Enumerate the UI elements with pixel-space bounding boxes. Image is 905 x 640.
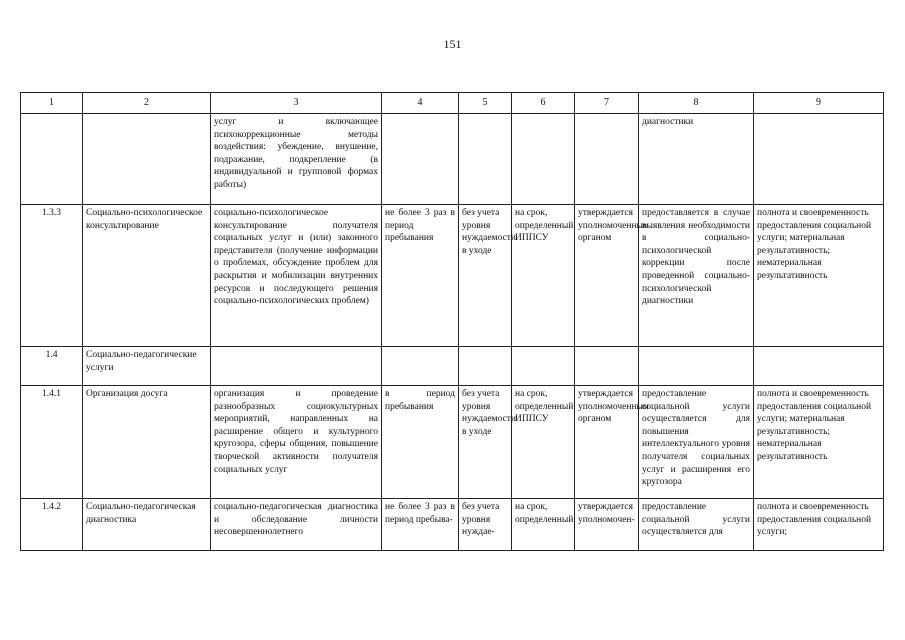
service-approval: утверждается уполномочен-: [575, 499, 639, 551]
service-conditions: [639, 347, 754, 386]
service-payment: без учета уровня нуждаемости в уходе: [459, 205, 512, 347]
service-period: не более 3 раз в период пребывания: [382, 205, 459, 347]
col-header-7: 7: [575, 93, 639, 114]
service-period: в период пребывания: [382, 386, 459, 499]
service-conditions: диагностики: [639, 114, 754, 205]
service-term: на срок, определенный: [512, 499, 575, 551]
service-approval: [575, 347, 639, 386]
table-row: [21, 347, 884, 386]
service-conditions: предоставление социальной услуги осуществляется для: [639, 499, 754, 551]
col-header-2: 2: [83, 93, 211, 114]
service-period: [382, 114, 459, 205]
col-header-3: 3: [211, 93, 382, 114]
service-approval: утверждается уполномоченным органом: [575, 205, 639, 347]
row-number: [21, 114, 83, 205]
service-name: Социально-психологическое консультирование: [83, 205, 211, 347]
col-header-9: 9: [754, 93, 884, 114]
service-conditions: предоставление социальной услуги осуществляется для повышения интеллектуального уровня получателя социальных услуг и расширения его кругозора: [639, 386, 754, 499]
page-number: 151: [443, 37, 462, 51]
service-approval: [575, 114, 639, 205]
service-description: социально-педагогическая диагностика и обследование личности несовершеннолетнего: [211, 499, 382, 551]
service-payment: [459, 114, 512, 205]
service-payment: без учета уровня нуждаемости в уходе: [459, 386, 512, 499]
service-quality: [754, 347, 884, 386]
service-quality: полнота и своевременность предоставления социальной услуги; материальная результативность; нематериальная результативность: [754, 386, 884, 499]
service-name: Социально-педагогические услуги: [83, 347, 211, 386]
table-row: [21, 114, 884, 205]
table-row: [21, 386, 884, 499]
service-quality: [754, 114, 884, 205]
col-header-6: 6: [512, 93, 575, 114]
service-name: Социально-педагогическая диагностика: [83, 499, 211, 551]
service-name: Организация досуга: [83, 386, 211, 499]
service-approval: утверждается уполномоченным органом: [575, 386, 639, 499]
service-term: на срок, определенный ИППСУ: [512, 205, 575, 347]
row-number: 1.4: [21, 347, 83, 386]
service-term: [512, 114, 575, 205]
table-row: [21, 205, 884, 347]
col-header-8: 8: [639, 93, 754, 114]
row-number: 1.4.2: [21, 499, 83, 551]
service-conditions: предоставляется в случае выявления необходимости в социально-психологической коррекции после проведенной социально-психологической диагностики: [639, 205, 754, 347]
service-description: организация и проведение разнообразных социокультурных мероприятий, направленных на расширение общего и культурного кругозора, сферы общения, повышение творческой активности получателя социальных услуг: [211, 386, 382, 499]
col-header-4: 4: [382, 93, 459, 114]
service-term: [512, 347, 575, 386]
row-number: 1.3.3: [21, 205, 83, 347]
service-description: социально-психологическое консультирование получателя социальных услуг и (или) законного представителя (получение информации о проблемах, обсуждение проблем для раскрытия и мобилизации внутренних ресурсов и последующего решения социально-психологических проблем): [211, 205, 382, 347]
service-description: [211, 347, 382, 386]
header-row: [21, 93, 884, 114]
service-quality: полнота и своевременность предоставления социальной услуги; материальная результативность; нематериальная результативность: [754, 205, 884, 347]
service-payment: без учета уровня нуждае-: [459, 499, 512, 551]
service-description: услуг и включающее психокоррекционные методы воздействия: убеждение, внушение, подражание, подкрепление (в индивидуальной и групповой формах работы): [211, 114, 382, 205]
service-name: [83, 114, 211, 205]
service-term: на срок, определенный ИППСУ: [512, 386, 575, 499]
services-table: [20, 92, 884, 551]
col-header-5: 5: [459, 93, 512, 114]
row-number: 1.4.1: [21, 386, 83, 499]
service-period: не более 3 раз в период пребыва-: [382, 499, 459, 551]
service-quality: полнота и своевременность предоставления социальной услуги;: [754, 499, 884, 551]
table-row: [21, 499, 884, 551]
service-period: [382, 347, 459, 386]
col-header-1: 1: [21, 93, 83, 114]
service-payment: [459, 347, 512, 386]
